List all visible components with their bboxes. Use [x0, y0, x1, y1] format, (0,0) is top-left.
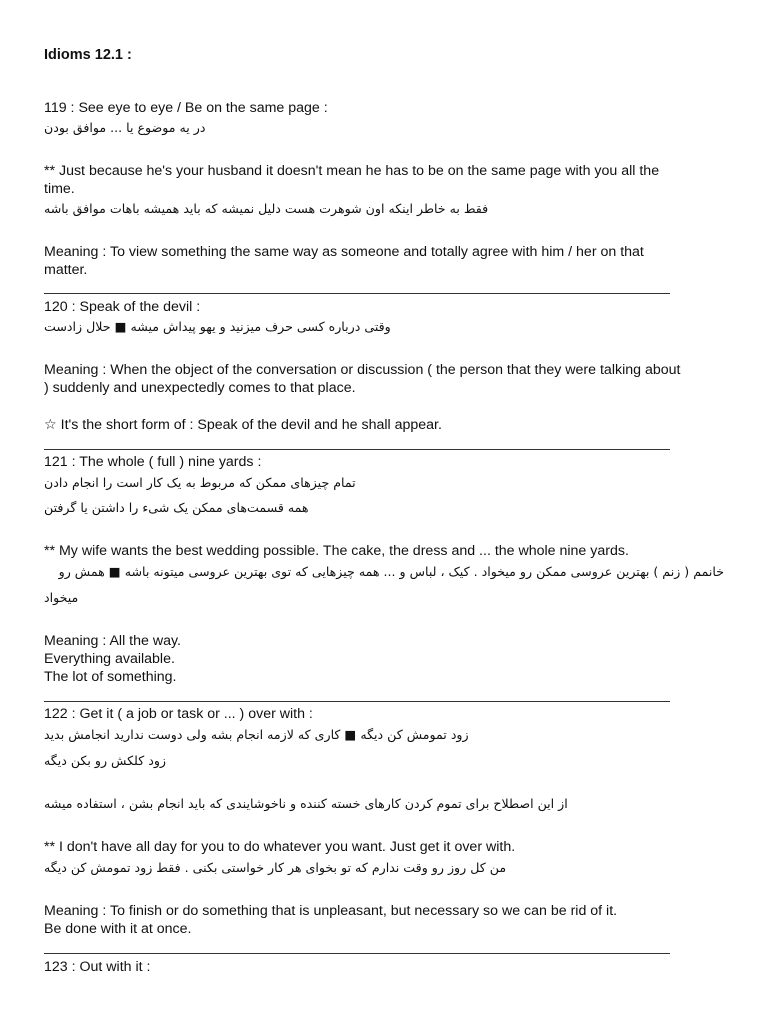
divider [44, 953, 670, 954]
idiom-121-heading: 121 : The whole ( full ) nine yards : [44, 454, 262, 470]
idiom-121-meaning-line-3: The lot of something. [44, 669, 177, 685]
idiom-121-meaning-line-2: Everything available. [44, 651, 175, 667]
idiom-121-example: ** My wife wants the best wedding possible. The cake, the dress and ... the whole nine yards. [44, 543, 629, 559]
idiom-121-meaning-line-1: Meaning : All the way. [44, 633, 181, 649]
idiom-119-example-persian: فقط به خاطر اینکه اون شوهرت هست دلیل نمیشه که باید همیشه باهات موافق باشه [44, 201, 489, 216]
idiom-122-persian-3: از این اصطلاح برای تموم کردن کارهای خسته کننده و ناخوشایندی که باید انجام بشن ، استفاده میشه [44, 796, 568, 811]
idiom-119-meaning-line-1: Meaning : To view something the same way as someone and totally agree with him / her on that [44, 244, 644, 260]
page-title: Idioms 12.1 : [44, 47, 132, 63]
idiom-119-heading: 119 : See eye to eye / Be on the same page : [44, 100, 328, 116]
idiom-120-meaning-line-2: ) suddenly and unexpectedly comes to that place. [44, 380, 356, 396]
idiom-119-example-line-1: ** Just because he's your husband it doesn't mean he has to be on the same page with you all the [44, 163, 660, 179]
idiom-122-persian-1: زود تمومش کن دیگه ■ کاری که لازمه انجام بشه ولی دوست ندارید انجامش بدید [44, 727, 469, 742]
idiom-119-meaning-line-2: matter. [44, 262, 88, 278]
idiom-122-meaning-line-2: Be done with it at once. [44, 921, 192, 937]
idiom-122-meaning-line-1: Meaning : To finish or do something that is unpleasant, but necessary so we can be rid of it. [44, 903, 618, 919]
idiom-119-example-line-2: time. [44, 181, 75, 197]
idiom-120-meaning-line-1: Meaning : When the object of the conversation or discussion ( the person that they were talking about [44, 362, 681, 378]
divider [44, 449, 670, 450]
idiom-122-example: ** I don't have all day for you to do whatever you want. Just get it over with. [44, 839, 516, 855]
divider [44, 701, 670, 702]
idiom-120-note: ☆ It's the short form of : Speak of the devil and he shall appear. [44, 417, 442, 433]
idiom-121-example-persian-1: خانمم ( زنم ) بهترین عروسی ممکن رو میخواد . کیک ، لباس و ... همه چیزهایی که توی بهترین عروسی میتونه باشه ■ همش رو [58, 564, 724, 579]
idiom-120-heading: 120 : Speak of the devil : [44, 299, 201, 315]
idiom-120-persian: وقتی درباره کسی حرف میزنید و یهو پیداش میشه ■ حلال زادست [44, 319, 391, 334]
idiom-122-persian-2: زود کلکش رو بکن دیگه [44, 753, 166, 768]
idiom-122-example-persian: من کل روز رو وقت ندارم که تو بخوای هر کار خواستی بکنی . فقط زود تمومش کن دیگه [44, 860, 507, 875]
idiom-121-example-persian-2: میخواد [44, 590, 79, 605]
idiom-121-persian-1: تمام چیزهای ممکن که مربوط به یک کار است را انجام دادن [44, 475, 356, 490]
idiom-121-persian-2: همه قسمت‌های ممکن یک شیء را داشتن یا گرفتن [44, 500, 309, 515]
divider [44, 293, 670, 294]
idiom-123-heading: 123 : Out with it : [44, 959, 151, 975]
idiom-119-persian: در یه موضوع یا ... موافق بودن [44, 120, 206, 135]
idiom-122-heading: 122 : Get it ( a job or task or ... ) over with : [44, 706, 313, 722]
